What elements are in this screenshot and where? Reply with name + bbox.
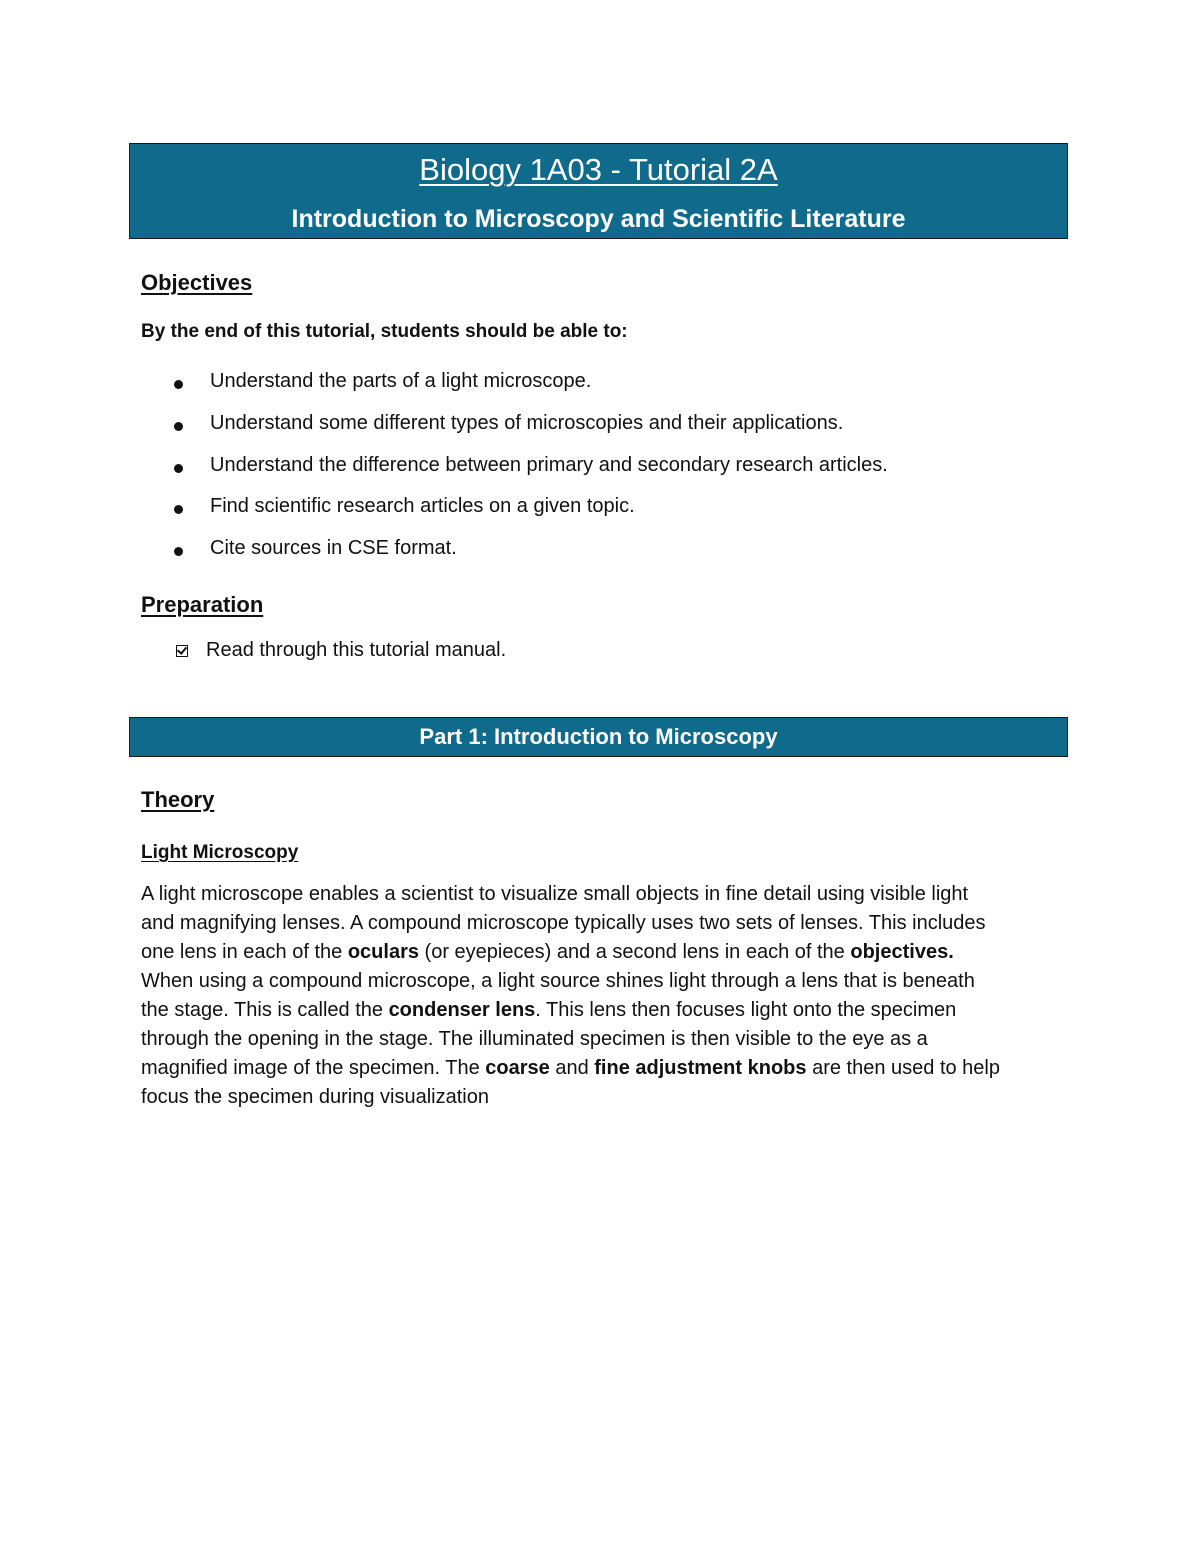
bullet-icon xyxy=(174,464,183,473)
bullet-icon xyxy=(174,380,183,389)
part1-banner: Part 1: Introduction to Microscopy xyxy=(129,717,1068,757)
theory-heading: Theory xyxy=(141,787,215,812)
objectives-heading: Objectives xyxy=(141,270,253,295)
light-microscopy-paragraph: A light microscope enables a scientist to visualize small objects in fine detail using visible light and magnifying lenses. A compound microscope typically uses two sets of lenses. This includes one lens in each of the oculars (or eyepieces) and a second lens in each of the objectives. When using a compound microscope, a light source shines light through a lens that is beneath the stage. This is called the condenser lens. This lens then focuses light onto the specimen through the opening in the stage. The illuminated specimen is then visible to the eye as a magnified image of the specimen. The coarse and fine adjustment knobs are then used to help focus the specimen during visualization xyxy=(141,883,1000,1108)
document-page: Biology 1A03 - Tutorial 2A Introduction to Microscopy and Scientific Literature Objectives By the end of this tutorial, students should be able to: Understand the parts of a light microscope. Understand some different types of microscopies and their applications. Understand the difference between primary and secondary research articles. Find scientific research articles on a given topic. Cite sources in CSE format. Preparation Read through this tutorial manual. Part 1: Introduction to Microscopy Theory Light Microscopy A light microscope enables a scientist to visualize small objects in fine detail using visible light and magnifying lenses. A compound microscope typically uses two sets of lenses. This includes one lens in each of the oculars (or eyepieces) and a second lens in each of the objectives. When using a compound microscope, a light source shines light through a lens that is beneath the stage. This is called the condenser lens. This lens then focuses light onto the specimen through the opening in the stage. The illuminated specimen is then visible to the eye as a magnified image of the specimen. The coarse and fine adjustment knobs are then used to help focus the specimen during visualization xyxy=(0,0,1200,1554)
bullet-icon xyxy=(174,505,183,514)
bullet-icon xyxy=(174,422,183,431)
bullet-icon xyxy=(174,547,183,556)
preparation-heading: Preparation xyxy=(141,592,264,617)
objectives-lead: By the end of this tutorial, students should be able to: xyxy=(141,321,628,342)
document-subtitle: Introduction to Microscopy and Scientific Literature xyxy=(291,205,906,233)
checked-box-icon xyxy=(176,645,188,657)
light-microscopy-subheading: Light Microscopy xyxy=(141,842,299,863)
title-banner xyxy=(129,143,1068,239)
document-title: Biology 1A03 - Tutorial 2A xyxy=(419,152,778,187)
